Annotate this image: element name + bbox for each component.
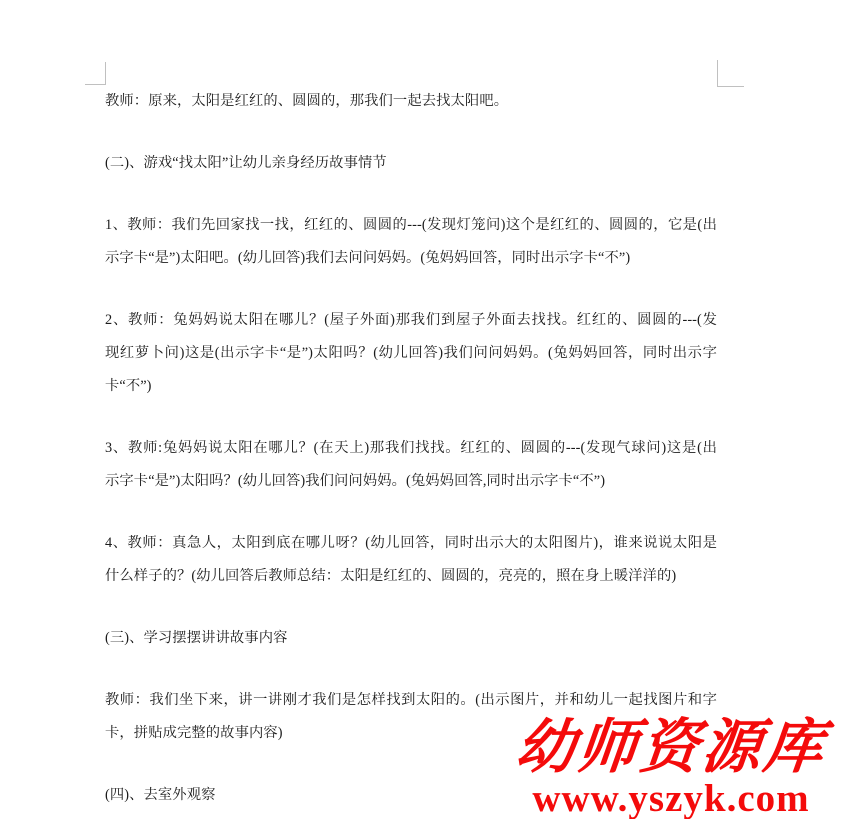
paragraph	[105, 147, 717, 180]
margin-crop-mark-top-right	[717, 60, 744, 87]
text-line: 什么样子的？(幼儿回答后教师总结：太阳是红红的、圆圆的，亮亮的，照在身上暖洋洋的)	[105, 568, 677, 584]
watermark-title: 幼师资源库	[512, 714, 830, 780]
paragraph	[105, 85, 717, 118]
paragraph	[105, 432, 717, 498]
watermark	[500, 716, 842, 819]
text-line: (二)、游戏“找太阳”让幼儿亲身经历故事情节	[105, 155, 387, 171]
text-line: 3、教师:兔妈妈说太阳在哪儿？(在天上)那我们找找。红红的、圆圆的---(发现气球问)这是(出	[105, 440, 717, 456]
paragraph	[105, 622, 717, 655]
text-line: (三)、学习摆摆讲讲故事内容	[105, 630, 288, 646]
margin-crop-mark-top-left	[85, 62, 106, 85]
text-line: 卡，拼贴成完整的故事内容)	[105, 725, 283, 741]
paragraph	[105, 527, 717, 593]
text-line: 卡“不”)	[105, 378, 152, 394]
text-line: 示字卡“是”)太阳吧。(幼儿回答)我们去问问妈妈。(兔妈妈回答，同时出示字卡“不”)	[105, 250, 631, 266]
watermark-url: www.yszyk.com	[532, 777, 810, 819]
text-line: 教师：原来，太阳是红红的、圆圆的，那我们一起去找太阳吧。	[105, 93, 509, 109]
text-line: 2、教师：兔妈妈说太阳在哪儿？(屋子外面)那我们到屋子外面去找找。红红的、圆圆的---(发	[105, 312, 717, 328]
text-line: 现红萝卜问)这是(出示字卡“是”)太阳吗？(幼儿回答)我们问问妈妈。(兔妈妈回答，同时出示字	[105, 345, 717, 361]
text-line: 1、教师：我们先回家找一找，红红的、圆圆的---(发现灯笼问)这个是红红的、圆圆的，它是(出	[105, 217, 717, 233]
text-line: 教师：我们坐下来，讲一讲刚才我们是怎样找到太阳的。(出示图片，并和幼儿一起找图片和字	[105, 692, 717, 708]
document-text	[105, 85, 717, 819]
paragraph	[105, 304, 717, 403]
paragraph	[105, 209, 717, 275]
text-line: (四)、去室外观察	[105, 787, 216, 803]
text-line: 示字卡“是”)太阳吗？(幼儿回答)我们问问妈妈。(兔妈妈回答,同时出示字卡“不”)	[105, 473, 606, 489]
text-line: 4、教师：真急人，太阳到底在哪儿呀？(幼儿回答，同时出示大的太阳图片)，谁来说说太阳是	[105, 535, 717, 551]
